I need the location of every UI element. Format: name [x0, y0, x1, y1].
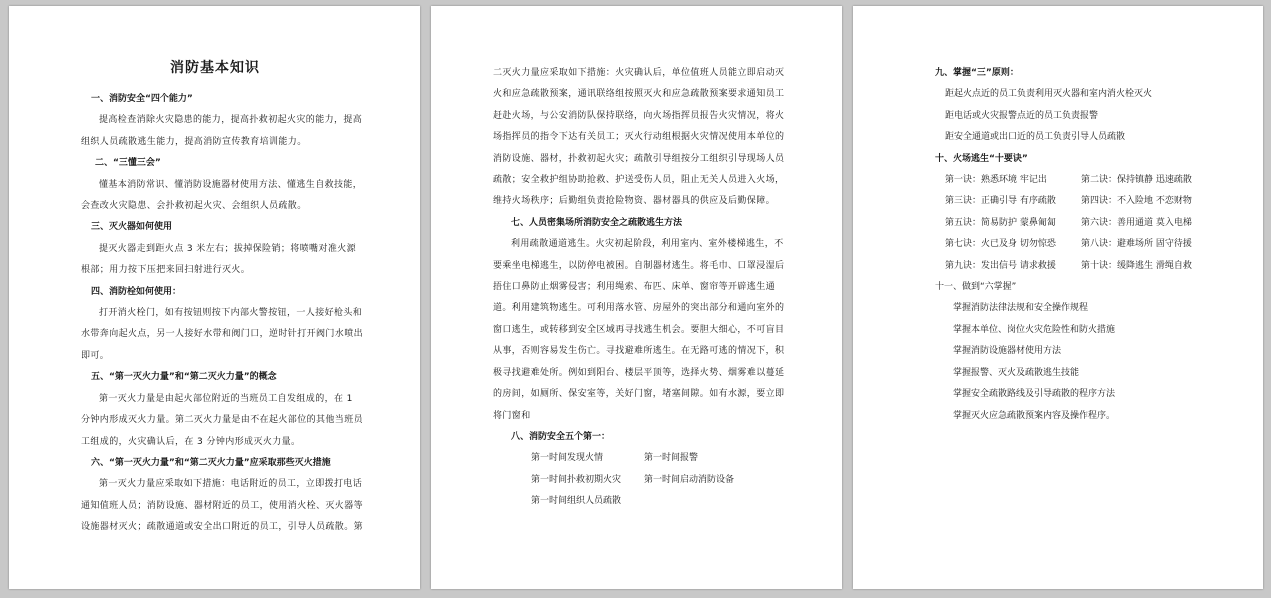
section-heading: 二、“三懂三会”	[95, 158, 161, 169]
list-row	[935, 170, 1225, 191]
section-heading: 十一、做到“六掌握”	[935, 282, 1017, 293]
section-heading: 八、消防安全五个第一：	[511, 431, 611, 442]
page-2-body	[493, 63, 785, 513]
section-heading: 六、“第一灭火力量”和“第二灭火力量”应采取那些灭火措施	[91, 457, 331, 468]
page-title: 消防基本知识	[170, 60, 260, 76]
list-item: 第九诀：发出信号 请求救援	[945, 260, 1056, 271]
paragraph: 懂基本消防常识、懂消防设施器材使用方法、懂逃生自救技能，会查改火灾隐患、会扑救初起火灾、会组织人员疏散。	[81, 179, 363, 212]
list-item: 掌握消防法律法规和安全操作规程	[953, 303, 1089, 314]
list-row	[493, 448, 785, 469]
list-item: 掌握报警、灭火及疏散逃生技能	[953, 367, 1080, 378]
section-heading: 九、掌握“三”原则：	[935, 68, 1019, 78]
list-item: 第一诀：熟悉环境 牢记出	[945, 175, 1047, 186]
list-item: 第二诀：保持镇静 迅速疏散	[1081, 175, 1192, 186]
section-heading: 三、灭火器如何使用	[91, 222, 173, 233]
list-item: 距起火点近的员工负责利用灭火器和室内消火栓灭火	[945, 89, 1153, 100]
document-page-2	[431, 6, 842, 589]
list-item: 第七诀：火已及身 切勿惊恐	[945, 239, 1056, 250]
list-item: 掌握灭火应急疏散预案内容及操作程序。	[953, 410, 1116, 421]
list-item: 掌握安全疏散路线及引导疏散的程序方法	[953, 389, 1116, 400]
list-item: 掌握消防设施器材使用方法	[953, 346, 1062, 357]
list-row	[935, 213, 1225, 234]
page-3-body	[935, 63, 1225, 427]
list-item: 距安全通道或出口近的员工负责引导人员疏散	[945, 132, 1126, 143]
list-item: 第一时间组织人员疏散	[531, 496, 622, 507]
paragraph: 二灭火力量应采取如下措施：火灾确认后，单位值班人员能立即启动灭火和应急疏散预案，通讯联络组按照灭火和应急疏散预案要求通知员工赶赴火场，与公安消防队保持联络，向火场指挥员报告火灾情况，将火场指挥员的指令下达有关员工；灭火行动组根据火灾情况使用本单位的消防设施、器材，扑救初起火灾；疏散引导组按分工组织引导现场人员疏散；安全救护组协助抢救、护送受伤人员，阻止无关人员进入火场，维持火场秩序；后勤组负责抢险物资、器材器具的供应及后勤保障。	[493, 68, 785, 207]
list-item: 第五诀：简易防护 蒙鼻匍匐	[945, 217, 1056, 228]
list-item: 第八诀：避难场所 固守待援	[1081, 239, 1192, 250]
section-heading: 四、消防栓如何使用：	[91, 286, 182, 297]
page-1-body	[81, 89, 363, 539]
paragraph: 提高检查消除火灾隐患的能力，提高扑救初起火灾的能力，提高组织人员疏散逃生能力，提高消防宣传教育培训能力。	[81, 115, 363, 147]
section-heading: 十、火场逃生“十要诀”	[935, 153, 1028, 164]
list-item: 距电话或火灾报警点近的员工负责报警	[945, 110, 1099, 121]
list-row	[935, 191, 1225, 212]
list-item: 第十诀：缓降逃生 滑绳自救	[1081, 260, 1192, 271]
list-row	[935, 256, 1225, 277]
list-item: 第三诀：正确引导 有序疏散	[945, 196, 1056, 207]
list-item: 第一时间扑救初期火灾	[531, 474, 622, 485]
section-heading: 一、消防安全“四个能力”	[91, 94, 193, 104]
document-page-3	[853, 6, 1263, 589]
list-item: 掌握本单位、岗位火灾危险性和防火措施	[953, 324, 1116, 335]
list-item: 第六诀：善用通道 莫入电梯	[1081, 217, 1192, 228]
list-item: 第一时间启动消防设备	[644, 474, 735, 485]
list-item: 第一时间发现火情	[531, 453, 604, 464]
paragraph: 利用疏散通道逃生。火灾初起阶段，利用室内、室外楼梯逃生，不要乘坐电梯逃生，以防停电被困。自制器材逃生。将毛巾、口罩浸湿后捂住口鼻防止烟雾侵害；利用绳索、布匹、床单、窗帘等开辟逃生通道。利用建筑物逃生。可利用落水管、房屋外的突出部分和通向室外的窗口逃生，或转移到安全区域再寻找逃生机会。要胆大细心，不可盲目从事，否则容易发生伤亡。寻找避难所逃生。在无路可逃的情况下，积极寻找避难处所。例如到阳台、楼层平顶等，选择火势、烟雾难以蔓延的房间，如厕所、保安室等，关好门窗，堵塞间隙。如有水源，要立即将门窗和	[493, 239, 785, 421]
list-item: 第四诀：不入险地 不恋财物	[1081, 196, 1192, 207]
paragraph: 第一灭火力量应采取如下措施：电话附近的员工，立即拨打电话通知值班人员；消防设施、器材附近的员工，使用消火栓、灭火器等设施器材灭火；疏散通道或安全出口附近的员工，引导人员疏散。第	[81, 479, 364, 533]
paragraph: 打开消火栓门，如有按钮则按下内部火警按钮，一人接好枪头和水带奔向起火点，另一人接好水带和阀门口，逆时针打开阀门水喷出即可。	[81, 308, 364, 361]
document-page-1	[9, 6, 420, 589]
section-heading: 七、人员密集场所消防安全之疏散逃生方法	[511, 217, 683, 228]
paragraph: 第一灭火力量是由起火部位附近的当班员工自发组成的，在 1 分钟内形成灭火力量。第二灭火力量是由不在起火部位的其他当班员工组成的，火灾确认后，在 3 分钟内形成灭火力量。	[81, 393, 364, 447]
list-row	[493, 491, 785, 512]
list-row	[935, 234, 1225, 255]
list-row	[493, 470, 785, 491]
paragraph: 提灭火器走到距火点 3 米左右；拔掉保险销；将喷嘴对准火源根部；用力按下压把来回扫射进行灭火。	[81, 243, 357, 276]
section-heading: 五、“第一灭火力量”和“第二灭火力量”的概念	[91, 372, 277, 383]
list-item: 第一时间报警	[644, 453, 699, 464]
